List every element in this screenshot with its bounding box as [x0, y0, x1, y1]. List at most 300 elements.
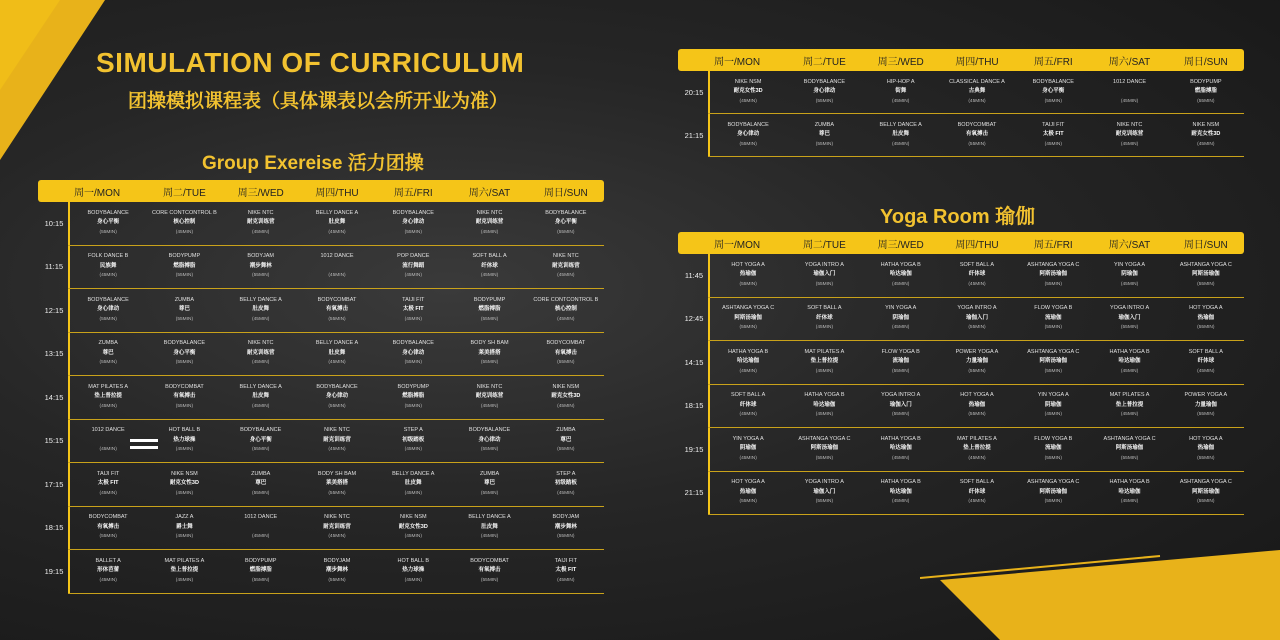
class-duration: (45MIN) [892, 98, 910, 104]
class-name-en: HOT YOGA A [731, 479, 765, 486]
class-cell [70, 513, 146, 542]
class-name-en: ZUMBA [479, 470, 500, 477]
class-name-en: YIN YOGA A [1037, 392, 1069, 399]
class-name-cn: 瑜伽入门 [1118, 314, 1141, 321]
class-duration: (55MIN) [99, 229, 117, 235]
class-name-cn: 身心律动 [325, 393, 348, 400]
class-cell [1015, 391, 1091, 420]
class-name-cn: 肚皮舞 [252, 306, 269, 313]
class-duration: (55MIN) [1044, 455, 1062, 461]
class-duration: (55MIN) [252, 447, 270, 453]
class-name-en: STEP A [403, 427, 423, 434]
day-header: 周三/WED [877, 56, 924, 68]
class-cell [1015, 435, 1091, 464]
day-header: 周五/FRI [1033, 56, 1073, 68]
class-name-cn: 阴瑜伽 [1045, 401, 1062, 408]
class-cell [299, 383, 375, 412]
class-name-cn: 阿斯汤瑜伽 [1192, 271, 1220, 278]
row-divider [708, 340, 1244, 341]
class-duration: (55MIN) [99, 360, 117, 366]
class-cell [528, 426, 604, 455]
class-duration: (55MIN) [557, 229, 575, 235]
class-duration: (45MIN) [968, 455, 986, 461]
class-cell [375, 383, 451, 412]
class-duration: (45MIN) [404, 534, 422, 540]
class-duration: (45MIN) [968, 499, 986, 505]
class-duration: (55MIN) [328, 316, 346, 322]
class-duration: (45MIN) [99, 273, 117, 279]
class-name-en: ASHTANGA YOGA C [1027, 479, 1080, 486]
class-name-en: BELLY DANCE A [315, 340, 359, 347]
class-cell [528, 252, 604, 281]
row-divider [708, 156, 1244, 157]
class-cell [863, 435, 939, 464]
class-duration: (45MIN) [557, 577, 575, 583]
class-duration: (55MIN) [1120, 325, 1139, 331]
day-header: 周四/THU [315, 187, 359, 199]
class-name-cn: 流瑜伽 [1045, 445, 1062, 452]
class-name-en: FLOW YOGA B [1034, 435, 1073, 442]
class-cell [223, 252, 299, 281]
class-duration: (45MIN) [892, 141, 910, 147]
class-name-en: YOGA INTRO A [881, 392, 921, 399]
row-divider [68, 245, 604, 246]
row-divider [68, 332, 604, 333]
class-cell [939, 435, 1015, 464]
class-cell [863, 391, 939, 420]
class-name-cn: 阿斯汤瑜伽 [1115, 445, 1144, 452]
class-duration: (55MIN) [968, 325, 986, 331]
class-cell [299, 557, 375, 586]
row-divider [68, 288, 604, 289]
class-cell [863, 261, 939, 290]
class-name-en: BODYCOMBAT [470, 557, 509, 564]
yoga-table [678, 232, 1244, 516]
corner-decoration-bottom-right [920, 550, 1280, 640]
class-duration: (45MIN) [404, 273, 422, 279]
class-name-en: MAT PILATES A [804, 348, 845, 355]
class-name-cn: 垫上普拉提 [170, 567, 199, 574]
class-duration: (45MIN) [892, 325, 910, 331]
time-slot: 14:15 [684, 357, 704, 367]
class-name-en: HOT YOGA A [731, 261, 765, 268]
class-name-en: TAIJI FIT [1042, 121, 1065, 128]
class-duration: (45MIN) [252, 360, 270, 366]
class-name-cn: 热瑜伽 [1197, 314, 1215, 321]
class-name-en: ASHTANGA YOGA C [1103, 435, 1156, 442]
class-name-en: CORE CONTCONTROL B [151, 209, 217, 216]
class-cell [451, 339, 527, 368]
class-duration: (45MIN) [1120, 412, 1139, 418]
class-name-cn: 太极 FIT [555, 567, 577, 574]
day-header: 周二/TUE [163, 187, 206, 199]
evening-header-row [678, 49, 1244, 71]
class-duration: (45MIN) [815, 412, 834, 418]
time-slot: 19:15 [44, 566, 64, 576]
class-name-en: TAIJI FIT [402, 296, 425, 303]
class-cell [786, 391, 862, 420]
class-cell [451, 383, 527, 412]
class-name-cn: 热力球操 [402, 567, 425, 574]
class-cell [786, 121, 862, 150]
class-name-cn: 潮步舞林 [554, 523, 577, 530]
class-cell [299, 296, 375, 325]
class-duration: (45MIN) [557, 316, 575, 322]
class-duration: (55MIN) [815, 499, 834, 505]
class-name-en: NIKE NTC [247, 209, 274, 216]
class-cell [451, 426, 527, 455]
class-name-en: BODYPUMP [168, 253, 201, 260]
class-cell [1091, 435, 1167, 464]
row-divider [708, 514, 1244, 515]
class-name-cn: 阿斯汤瑜伽 [810, 445, 839, 452]
class-cell [528, 296, 604, 325]
class-name-cn: 身心平衡 [249, 436, 272, 443]
class-name-en: ZUMBA [98, 340, 118, 347]
class-duration: (55MIN) [252, 577, 270, 583]
class-cell [146, 339, 222, 368]
class-cell [710, 478, 786, 507]
yoga-room-title: Yoga Room 瑜伽 [880, 206, 1036, 228]
class-name-en: ASHTANGA YOGA C [1179, 261, 1232, 268]
class-duration: (45MIN) [815, 368, 834, 374]
class-cell [451, 296, 527, 325]
class-cell [375, 426, 451, 455]
class-cell [299, 513, 375, 542]
time-slot: 21:15 [684, 488, 704, 498]
class-name-en: 1012 DANCE [244, 514, 278, 521]
class-duration: (45MIN) [557, 403, 575, 409]
time-slot: 21:15 [684, 130, 704, 140]
class-name-cn: 有氧搏击 [173, 393, 196, 400]
class-name-en: POP DANCE [397, 253, 430, 260]
class-duration: (45MIN) [739, 368, 757, 374]
class-cell [1015, 348, 1091, 377]
class-name-en: 1012 DANCE [320, 253, 354, 260]
class-name-en: HATHA YOGA B [880, 261, 921, 268]
class-name-en: FLOW YOGA B [881, 348, 920, 355]
class-cell [451, 470, 527, 499]
corner-decoration-top-left [0, 0, 110, 170]
class-name-cn: 瑜伽入门 [813, 271, 836, 278]
class-cell [70, 557, 146, 586]
class-name-en: SOFT BALL A [1188, 348, 1223, 355]
class-duration: (55MIN) [557, 447, 575, 453]
class-cell [1091, 478, 1167, 507]
class-duration: (45MIN) [328, 229, 346, 235]
class-cell [146, 252, 222, 281]
class-name-en: SOFT BALL A [959, 261, 995, 268]
class-cell [299, 470, 375, 499]
class-duration: (45MIN) [739, 98, 757, 104]
class-duration: (45MIN) [892, 281, 910, 287]
class-cell [1168, 348, 1244, 377]
class-duration: (45MIN) [252, 229, 270, 235]
class-name-cn: 核心控制 [173, 219, 196, 226]
class-name-cn: 垫上普拉提 [963, 445, 991, 452]
class-duration: (55MIN) [1044, 499, 1062, 505]
row-divider [68, 549, 604, 550]
day-header: 周一/MON [714, 239, 761, 251]
day-header: 周日/SUN [1183, 239, 1228, 251]
time-slot: 18:15 [44, 523, 64, 533]
class-name-en: FLOW YOGA B [1034, 305, 1073, 312]
class-cell [710, 121, 786, 150]
time-slot: 14:15 [44, 392, 64, 402]
class-name-en: HIP-HOP A [886, 78, 915, 85]
class-cell [375, 470, 451, 499]
class-name-cn: 纤体球 [1197, 358, 1215, 365]
class-name-cn: 身心律动 [478, 436, 501, 443]
row-divider [708, 113, 1244, 114]
class-duration: (45MIN) [404, 447, 422, 453]
row-divider [68, 462, 604, 463]
time-slot: 12:45 [684, 314, 704, 324]
class-name-en: BODYPUMP [397, 383, 430, 390]
class-name-en: HOT BALL B [397, 557, 430, 564]
class-name-cn: 燃脂搏脂 [478, 306, 501, 313]
class-name-en: NIKE NTC [1116, 121, 1143, 128]
class-name-cn: 阴瑜伽 [892, 314, 909, 321]
time-slot: 18:15 [684, 401, 704, 411]
day-header: 周二/TUE [803, 56, 846, 68]
class-name-en: BODY SH BAM [317, 470, 357, 477]
class-name-en: ASHTANGA YOGA C [798, 435, 851, 442]
class-name-en: NIKE NTC [553, 253, 579, 260]
class-duration: (55MIN) [739, 281, 757, 287]
class-duration: (45MIN) [252, 534, 270, 540]
class-name-cn: 耐克女性3D [733, 88, 763, 94]
class-cell [223, 513, 299, 542]
class-name-cn: 垫上普拉提 [1115, 401, 1144, 408]
class-name-en: BODYCOMBAT [317, 296, 357, 303]
class-name-en: HOT YOGA A [960, 392, 994, 399]
class-cell [451, 557, 527, 586]
class-name-cn: 有氧搏击 [554, 349, 577, 356]
row-divider [68, 375, 604, 376]
class-duration: (45MIN) [175, 534, 194, 540]
class-duration: (55MIN) [328, 490, 346, 496]
class-name-cn: 肚皮舞 [252, 393, 269, 400]
class-cell [939, 261, 1015, 290]
class-cell [1015, 478, 1091, 507]
class-name-cn: 燃脂搏脂 [402, 393, 425, 400]
row-divider [68, 506, 604, 507]
class-name-en: ZUMBA [251, 470, 271, 477]
class-name-cn: 耐克训练营 [246, 349, 275, 356]
class-duration: (45MIN) [175, 229, 194, 235]
class-name-en: YIN YOGA A [732, 435, 764, 442]
class-name-en: HATHA YOGA B [880, 479, 921, 486]
class-name-en: TAIJI FIT [97, 470, 120, 477]
class-duration: (45MIN) [968, 98, 986, 104]
time-divider [708, 254, 710, 515]
class-name-en: BALLET A [95, 557, 121, 564]
class-duration: (45MIN) [1120, 141, 1139, 147]
class-name-cn: 尊巴 [178, 306, 190, 313]
class-cell [1168, 435, 1244, 464]
class-name-en: NIKE NSM [552, 383, 580, 390]
class-cell [863, 478, 939, 507]
class-name-en: MAT PILATES A [1109, 392, 1150, 399]
class-name-en: SOFT BALL A [731, 392, 766, 399]
time-slot: 12:15 [44, 305, 64, 315]
class-name-cn: 有氧搏击 [478, 567, 501, 574]
class-duration: (45MIN) [1120, 368, 1139, 374]
class-cell [786, 261, 862, 290]
class-duration: (55MIN) [99, 534, 117, 540]
class-name-en: BODYCOMBAT [165, 383, 204, 390]
class-duration: (55MIN) [968, 368, 986, 374]
class-name-en: BODYCOMBAT [546, 340, 586, 347]
class-name-cn: 尊巴 [255, 480, 267, 487]
class-duration: (45MIN) [404, 490, 422, 496]
class-name-en: BODYBALANCE [163, 340, 206, 347]
class-duration: (55MIN) [480, 316, 499, 322]
class-name-cn: 哈达瑜伽 [1118, 488, 1141, 495]
class-name-en: BODYJAM [552, 514, 580, 521]
class-cell [70, 339, 146, 368]
class-name-en: BODY SH BAM [470, 340, 509, 347]
class-name-cn: 肚皮舞 [892, 131, 909, 137]
class-name-cn: 有氧搏击 [965, 131, 988, 137]
class-cell [70, 470, 146, 499]
class-duration: (45MIN) [1197, 141, 1215, 147]
class-name-cn: 垫上普拉提 [810, 358, 839, 365]
class-name-cn: 潮步舞林 [249, 262, 272, 269]
class-cell [146, 296, 222, 325]
group-header-row [38, 180, 604, 202]
class-name-cn [299, 262, 375, 272]
class-duration: (55MIN) [1197, 98, 1215, 104]
class-name-en: BODYBALANCE [1032, 78, 1074, 85]
class-cell [70, 383, 146, 412]
class-name-en: STEP A [556, 470, 576, 477]
class-duration: (45MIN) [404, 316, 422, 322]
class-duration: (45MIN) [99, 447, 117, 453]
class-name-cn: 燃脂搏脂 [249, 567, 272, 574]
class-duration: (45MIN) [328, 447, 346, 453]
class-name-cn: 力量瑜伽 [1194, 401, 1217, 408]
class-name-cn: 哈达瑜伽 [1118, 358, 1141, 365]
class-duration: (55MIN) [480, 447, 499, 453]
class-name-cn: 身心律动 [402, 349, 425, 356]
class-cell [528, 209, 604, 238]
class-duration: (55MIN) [739, 141, 757, 147]
class-name-en: BODYBALANCE [392, 209, 434, 216]
class-name-cn: 太极 FIT [97, 480, 119, 487]
class-name-cn: 耐克训练营 [1115, 131, 1144, 137]
class-duration: (55MIN) [739, 499, 757, 505]
class-name-cn: 有氧搏击 [97, 523, 120, 530]
evening-table [678, 49, 1244, 161]
time-slot: 17:15 [44, 479, 64, 489]
class-duration: (55MIN) [480, 360, 499, 366]
class-cell [1168, 261, 1244, 290]
day-header: 周六/SAT [1108, 56, 1151, 68]
class-name-cn: 哈达瑜伽 [889, 271, 912, 278]
class-cell [1015, 304, 1091, 333]
class-name-en: HOT YOGA A [1189, 305, 1223, 312]
class-cell [70, 296, 146, 325]
class-name-en: YOGA INTRO A [804, 261, 844, 268]
class-name-en: ASHTANGA YOGA C [1027, 348, 1080, 355]
class-name-en: TAIJI FIT [554, 557, 577, 564]
class-name-en: HOT BALL B [168, 427, 201, 434]
class-cell [786, 435, 862, 464]
day-header: 周一/MON [74, 187, 121, 199]
class-name-cn: 流瑜伽 [892, 358, 909, 365]
day-header: 周六/SAT [1108, 239, 1151, 251]
class-cell [451, 252, 527, 281]
time-slot: 19:15 [684, 444, 704, 454]
class-name-en: 1012 DANCE [91, 427, 125, 434]
class-cell [939, 304, 1015, 333]
class-cell [375, 339, 451, 368]
class-duration: (55MIN) [968, 141, 986, 147]
class-name-en: BODYBALANCE [87, 296, 129, 303]
class-name-cn: 耐克训练营 [323, 523, 351, 530]
row-divider [68, 593, 604, 594]
class-duration: (45MIN) [175, 447, 194, 453]
class-name-cn: 身心平衡 [173, 349, 196, 356]
class-cell [451, 513, 527, 542]
class-duration: (45MIN) [480, 403, 499, 409]
class-name-cn: 形体芭蕾 [97, 567, 120, 574]
class-name-cn: 肚皮舞 [328, 219, 346, 226]
class-duration: (55MIN) [1197, 325, 1215, 331]
class-duration: (45MIN) [480, 273, 499, 279]
class-name-cn: 哈达瑜伽 [889, 488, 912, 495]
class-name-en: HOT YOGA A [1189, 435, 1223, 442]
class-cell [223, 557, 299, 586]
class-name-en: JAZZ A [175, 514, 194, 521]
class-cell [70, 252, 146, 281]
class-cell [1168, 391, 1244, 420]
day-header: 周六/SAT [468, 187, 511, 199]
class-name-en: ZUMBA [814, 121, 835, 128]
class-duration: (45MIN) [892, 455, 910, 461]
class-name-en: NIKE NSM [1192, 121, 1220, 128]
group-exercise-table [38, 180, 604, 594]
page-subtitle: 团操模拟课程表（具体课表以会所开业为准） [128, 91, 509, 112]
class-cell [939, 121, 1015, 150]
class-name-cn: 爵士舞 [176, 523, 193, 530]
class-name-cn: 瑜伽入门 [813, 488, 836, 495]
class-cell [1168, 478, 1244, 507]
class-duration: (55MIN) [404, 229, 422, 235]
class-name-cn: 身心平衡 [97, 219, 120, 226]
class-name-en: BELLY DANCE A [879, 121, 922, 128]
class-name-cn: 尊巴 [560, 436, 572, 443]
class-cell [146, 513, 222, 542]
class-name-en: YIN YOGA A [885, 305, 917, 312]
class-duration: (45MIN) [739, 455, 757, 461]
class-duration: (55MIN) [1197, 499, 1215, 505]
class-cell [1168, 78, 1244, 107]
class-name-cn: 身心律动 [737, 131, 760, 137]
class-cell [299, 339, 375, 368]
row-divider [708, 384, 1244, 385]
class-cell [1091, 78, 1167, 107]
class-name-en: ZUMBA [174, 296, 195, 303]
class-name-en: CLASSICAL DANCE A [949, 78, 1005, 85]
class-duration: (55MIN) [175, 316, 194, 322]
class-duration: (55MIN) [1197, 455, 1215, 461]
class-name-cn: 耐克训练营 [475, 393, 504, 400]
class-name-cn: 耐克女性3D [551, 393, 581, 400]
class-name-en: BODYCOMBAT [88, 514, 128, 521]
